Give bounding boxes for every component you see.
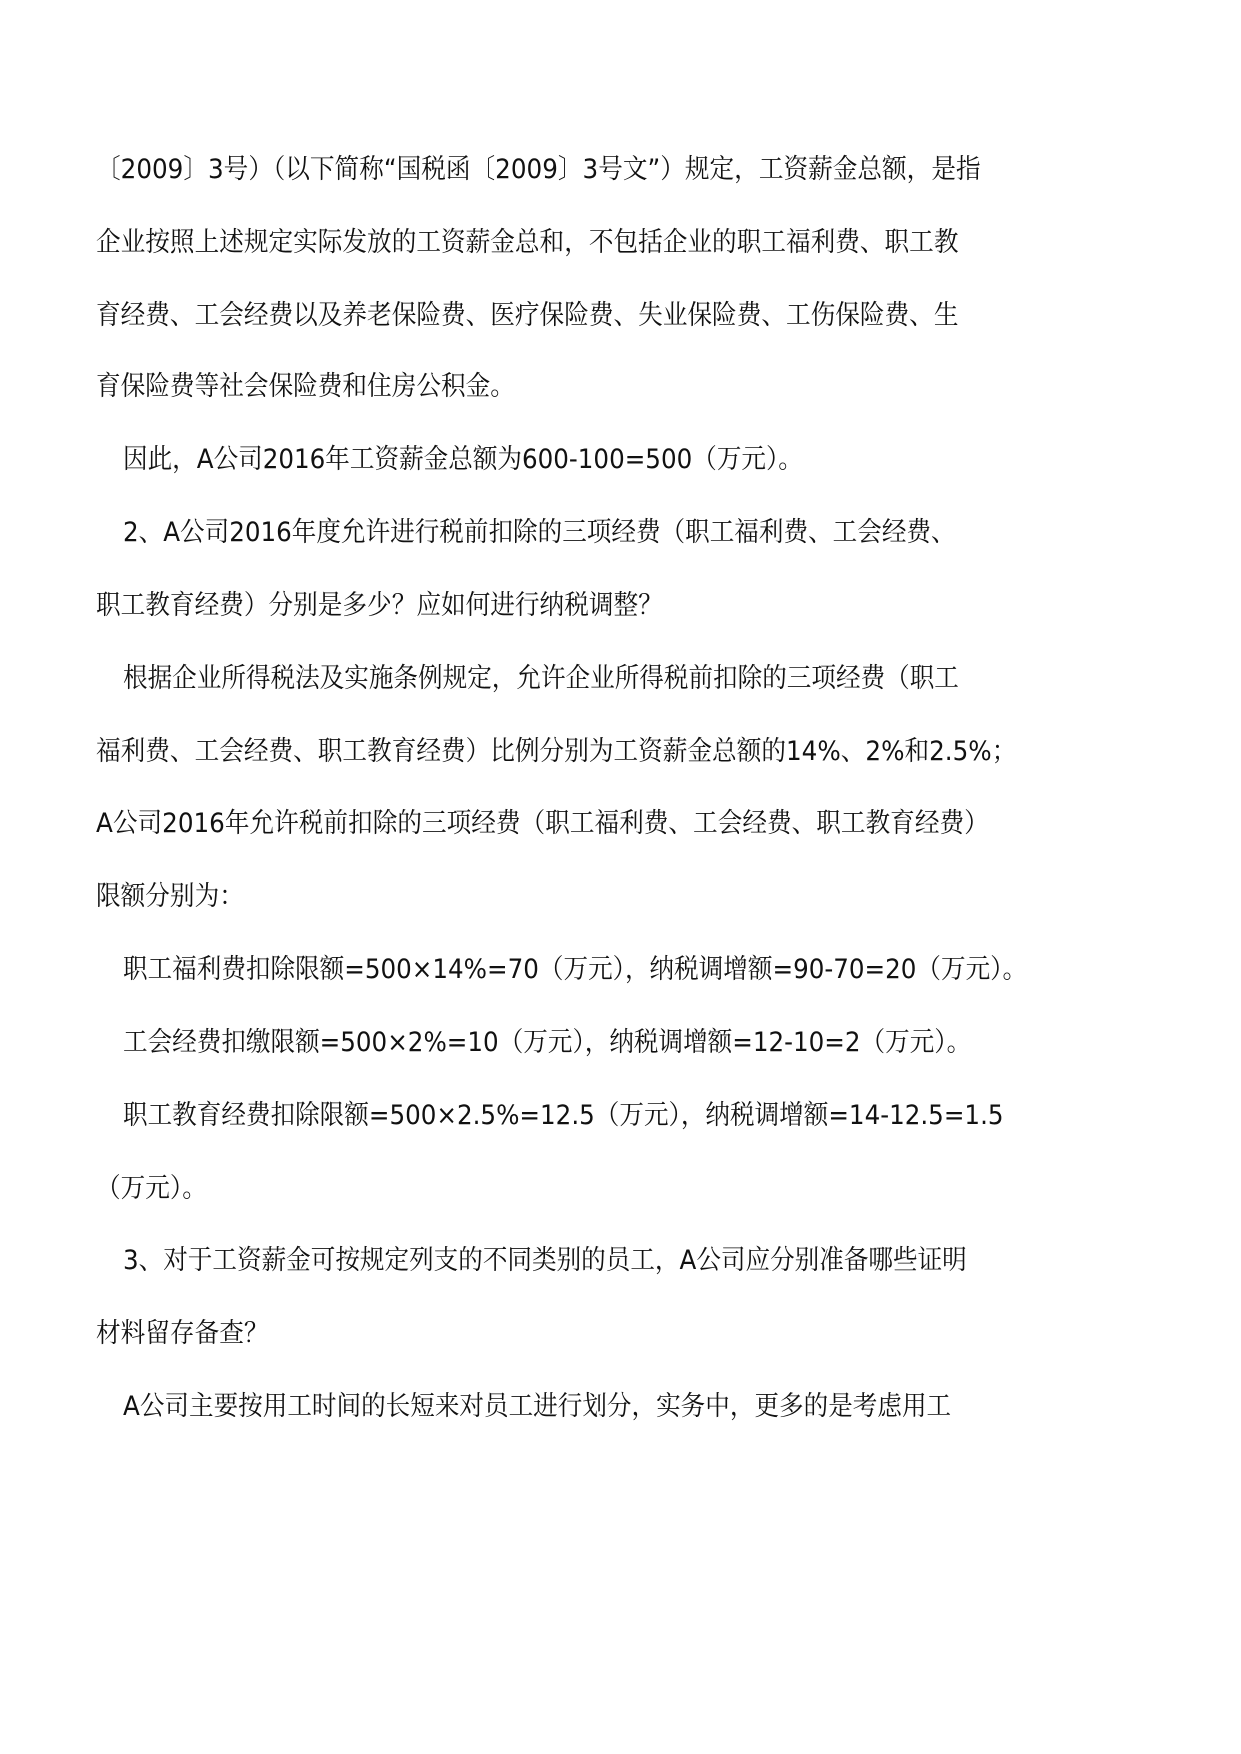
text-line — [0, 946, 1241, 994]
text-line — [0, 146, 1241, 194]
line-text: 工会经费扣缴限额=500×2%=10（万元），纳税调增额=12-10=2（万元）。 — [123, 1027, 972, 1058]
text-line — [0, 1165, 1241, 1213]
line-text: 育经费、工会经费以及养老保险费、医疗保险费、失业保险费、工伤保险费、生 — [96, 300, 959, 331]
text-line — [0, 800, 1241, 848]
text-line — [0, 1237, 1241, 1285]
line-text: 职工教育经费）分别是多少？应如何进行纳税调整？ — [96, 590, 663, 621]
text-line — [0, 436, 1241, 484]
line-text: A公司主要按用工时间的长短来对员工进行划分，实务中，更多的是考虑用工 — [123, 1391, 952, 1422]
line-text: 福利费、工会经费、职工教育经费）比例分别为工资薪金总额的14%、2%和2.5%； — [96, 736, 1017, 767]
line-text: A公司2016年允许税前扣除的三项经费（职工福利费、工会经费、职工教育经费） — [96, 808, 989, 839]
line-text: 育保险费等社会保险费和住房公积金。 — [96, 371, 515, 402]
text-line — [0, 1383, 1241, 1431]
line-text: 企业按照上述规定实际发放的工资薪金总和，不包括企业的职工福利费、职工教 — [96, 227, 959, 258]
line-text: 2、A公司2016年度允许进行税前扣除的三项经费（职工福利费、工会经费、 — [123, 517, 956, 548]
line-text: 〔2009〕3号）（以下简称“国税函〔2009〕3号文”）规定，工资薪金总额，是指 — [96, 154, 981, 185]
line-text: 限额分别为： — [96, 881, 244, 912]
text-line — [0, 1310, 1241, 1358]
line-text: 3、对于工资薪金可按规定列支的不同类别的员工，A公司应分别准备哪些证明 — [123, 1245, 967, 1276]
line-text: 材料留存备查？ — [96, 1318, 269, 1349]
line-text: 根据企业所得税法及实施条例规定，允许企业所得税前扣除的三项经费（职工 — [123, 663, 959, 694]
text-line — [0, 363, 1241, 411]
line-text: （万元）。 — [96, 1173, 207, 1204]
line-text: 因此，A公司2016年工资薪金总额为600-100=500（万元）。 — [123, 444, 803, 475]
text-line — [0, 655, 1241, 703]
text-line — [0, 1092, 1241, 1140]
text-line — [0, 582, 1241, 630]
line-text: 职工福利费扣除限额=500×14%=70（万元），纳税调增额=90-70=20（万元）。 — [123, 954, 1028, 985]
text-line — [0, 509, 1241, 557]
text-line — [0, 728, 1241, 776]
line-text: 职工教育经费扣除限额=500×2.5%=12.5（万元），纳税调增额=14-12.5=1.5 — [123, 1100, 1004, 1131]
text-line — [0, 219, 1241, 267]
text-line — [0, 873, 1241, 921]
text-line — [0, 292, 1241, 340]
text-line — [0, 1019, 1241, 1067]
